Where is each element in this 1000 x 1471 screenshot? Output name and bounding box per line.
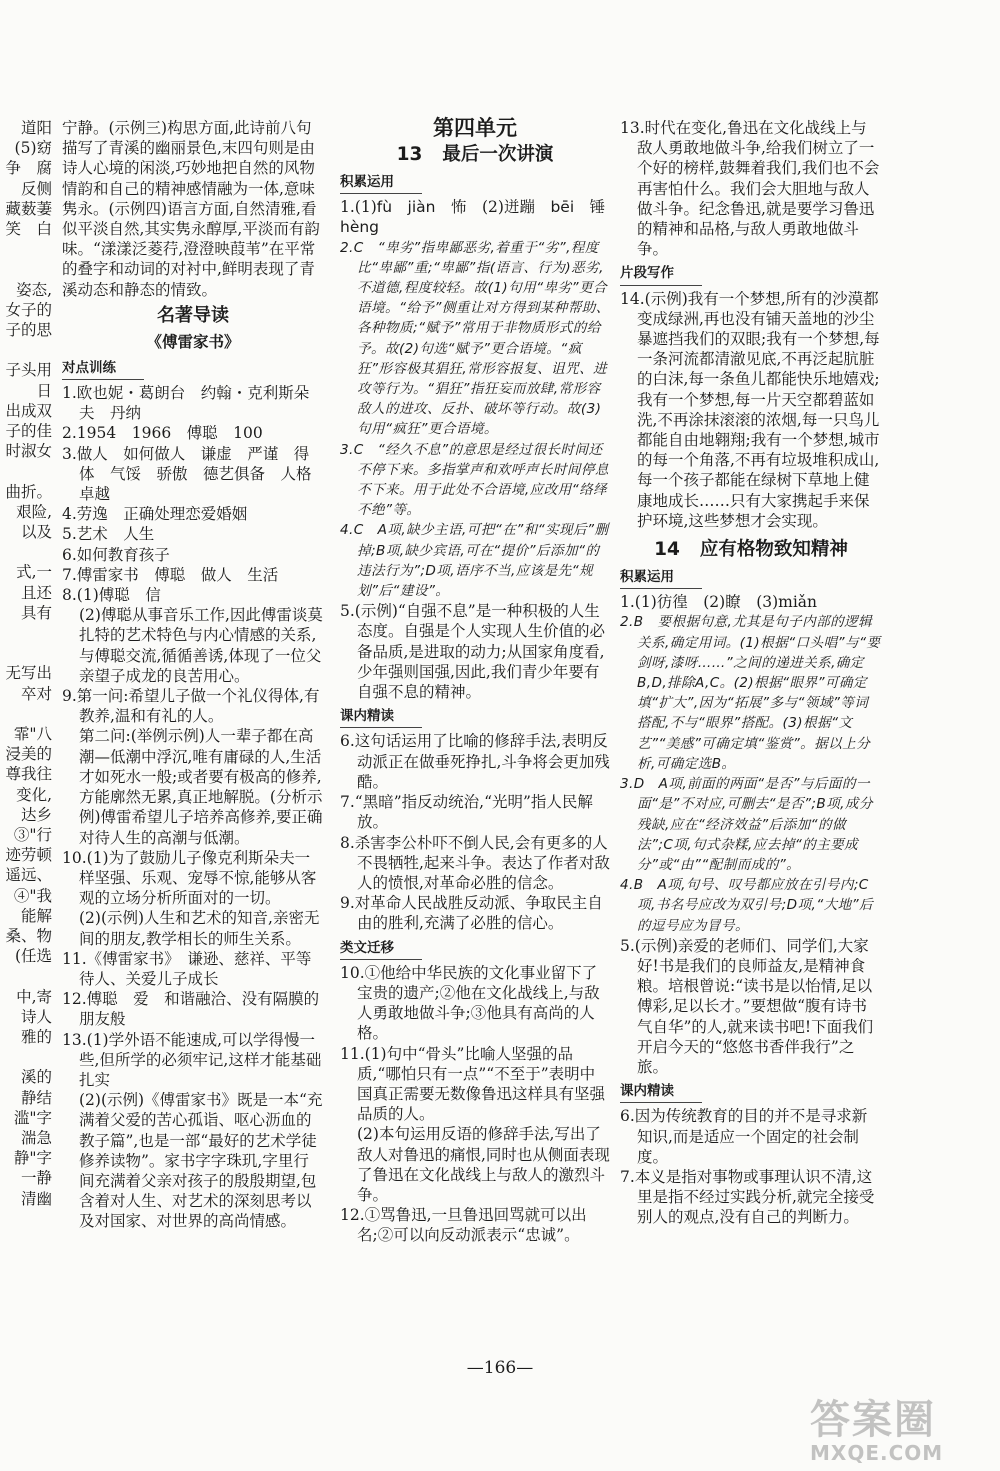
lesson-name: 最后一次讲演 [442, 144, 554, 165]
section-tag: 课内精读 [620, 1081, 702, 1103]
cut-text-fragment: 以及 [20, 523, 52, 541]
left-partial-column [0, 118, 52, 1209]
section-tag: 对点训练 [62, 358, 144, 380]
cut-text-fragment: 静"字 [13, 1149, 52, 1168]
cut-text-fragment: 达乡 [20, 805, 52, 824]
answer-item: 10.①他给中华民族的文化事业留下了宝贵的遗产;②他在文化战线上,与敌人勇敢地做斗争;③他具有高尚的人格。 [340, 963, 600, 1043]
answer-item: (2)傅聪从事音乐工作,因此傅雷谈莫扎特的艺术特色与内心情感的关系,与傅聪交流,循循善诱,体现了一位父亲望子成龙的良苦用心。 [79, 606, 323, 685]
answer-item: 6.因为传统教育的目的并不是寻求新知识,而是适应一个固定的社会制度。 [620, 1107, 868, 1166]
cut-text-fragment: 时淑女 [5, 442, 52, 461]
answer-item: 1.欧也妮・葛朗台 约翰・克利斯朵夫 丹纳 [62, 384, 310, 423]
answer-item: 4.C A项,缺少主语,可把“在”和“实现后”删掉;B项,缺少宾语,可在“提价”后添加“的违法行为”;D项,语序不当,应该是先“规划”后“建设”。 [340, 522, 609, 600]
answer-item: 11.(1)句中“骨头”比喻人坚强的品质,“哪怕只有一点”“不至于”表明中国真正需要无数像鲁迅这样具有坚强品质的人。 [340, 1044, 606, 1124]
cut-text-fragment: 能解 [20, 906, 52, 925]
cut-text-fragment [0, 461, 52, 481]
cut-text-fragment: 姿态, [16, 280, 52, 299]
pinyin-text: bēi 锤 [550, 198, 606, 217]
answer-item: (2)(示例)《傅雷家书》既是一本“充满着父爱的苦心孤诣、呕心沥血的教子篇”,也是一部“最好的艺术学徒修养读物”。家书字字珠玑,字里行间充满着父亲对孩子的殷殷期望,包含着对人生、对艺术的深刻思考以及对国家、对世界的高尚情感。 [79, 1091, 323, 1231]
answer-item: 5.(示例)“自强不息”是一种积极的人生态度。自强是个人实现人生价值的必备品质,是进取的动力;从国家角度看,少年强则国强,因此,我们青少年要有自强不息的精神。 [340, 602, 606, 702]
cut-text-fragment [0, 542, 52, 562]
watermark-logo [810, 1398, 990, 1468]
answer-text: 1.(1) [340, 198, 377, 217]
answer-text: 怖 (2)迸蹦 [450, 198, 535, 217]
answer-item: 4.B A项,句号、叹号都应放在引号内;C项,书名号应改为双引号;D项,“大地”后的逗号应为冒号。 [620, 877, 874, 934]
cut-text-fragment: 清幽 [20, 1189, 52, 1208]
answer-item: 3.D A项,前面的两面“是否”与后面的一面“是”不对应,可删去“是否”;B项,成分残缺,应在“经济效益”后添加“的做法”;C项,句式杂糅,应去掉“的主要成分”或“由”“配制而成的”。 [620, 776, 873, 873]
lesson-title [340, 142, 610, 168]
cut-text-fragment: 笑 白 [5, 220, 52, 239]
answer-item: 6.这句话运用了比喻的修辞手法,表明反动派正在做垂死挣扎,斗争将会更加残酷。 [340, 732, 610, 791]
pinyin-text: hèng [340, 218, 380, 237]
answer-item: 11.《傅雷家书》 谦逊、慈祥、平等待人、关爱儿子成长 [62, 949, 312, 988]
cut-text-fragment [0, 623, 52, 643]
cut-text-fragment: 式,一 [16, 563, 52, 582]
cut-text-fragment: (任选 [14, 947, 52, 966]
section-tag: 片段写作 [620, 263, 702, 285]
answer-item: 2.C “卑劣”指卑鄙恶劣,着重于“劣”,程度比“卑鄙”重;“卑鄙”指(语言、行为)恶劣,不道德,程度较轻。故(1)句用“卑劣”更合语境。“给予”侧重让对方得到某种帮助、各种物质;“赋予”常用于非物质形式的给予。故(2)句选“赋予”更合语境。“疯狂”形容极其猖狂,常形容报复、诅咒、进攻等行为。“猖狂”指狂妄而放肆,常形容敌人的进攻、反扑、破坏等行动。故(3)句用“疯狂”更合语境。 [340, 239, 610, 438]
watermark-text: 答案圈 [810, 1397, 936, 1443]
column-2 [340, 118, 610, 1246]
answer-item: 14.(示例)我有一个梦想,所有的沙漠都变成绿洲,再也没有铺天盖地的沙尘暴遮挡我们的双眼;我有一个梦想,每一条河流都清澈见底,不再泛起肮脏的白沫,每一条鱼儿都能快乐地嬉戏;我有一个梦想,每一片天空都碧蓝如洗,不再涂抹滚滚的浓烟,每一只鸟儿都能自由地翱翔;我有一个梦想,城市的每一个角落,不再有垃圾堆积成山,每一个孩子都能在绿树下草地上健康地成长……只有大家携起手来保护环境,这些梦想才会实现。 [620, 289, 880, 530]
section-tag: 课内精读 [340, 706, 422, 728]
answer-item: 12.①骂鲁迅,一旦鲁迅回骂就可以出名;②可以向反动派表示“忠诚”。 [340, 1206, 587, 1245]
cut-text-fragment: 迹劳顿 [5, 846, 52, 865]
answer-item: 9.第一问:希望儿子做一个礼仪得体,有教养,温和有礼的人。 [62, 687, 320, 726]
cut-text-fragment [0, 259, 52, 279]
answer-item: 10.(1)为了鼓励儿子像克利斯朵夫一样坚强、乐观、宠辱不惊,能够从客观的立场分析所面对的一切。 [62, 848, 317, 908]
cut-text-fragment [0, 239, 52, 259]
answer-item: (2)(示例)人生和艺术的知音,亲密无间的朋友,教学相长的师生关系。 [79, 909, 320, 948]
cut-text-fragment: 子头用 [5, 361, 52, 380]
cut-text-fragment: 雅的 [20, 1028, 52, 1046]
cut-text-fragment: 艰险, [16, 502, 52, 521]
cut-text-fragment [0, 966, 52, 986]
column-3 [620, 118, 882, 1228]
cut-text-fragment [0, 340, 52, 360]
cut-text-fragment: 溪的 [20, 1068, 52, 1087]
answer-item: 7.本义是指对事物或事理认识不清,这里是指不经过实践分析,就完全接受别人的观点,没有自己的判断力。 [620, 1167, 875, 1227]
answer-list [62, 383, 324, 1232]
cut-text-fragment: 滥"字 [13, 1108, 52, 1127]
cut-text-fragment: 遥远、 [5, 866, 52, 885]
cut-text-fragment: 子的思 [5, 321, 52, 339]
cut-text-fragment: 尊我往 [5, 765, 52, 784]
cut-text-fragment: 反侧 [20, 179, 52, 198]
answer-item: 5.艺术 人生 [62, 525, 155, 544]
lesson-number: 13 [396, 144, 423, 165]
answer-item: 2.B 要根据句意,尤其是句子内部的逻辑关系,确定用词。(1)根据“口头唱”与“要剑呀,漆呀……”之间的递进关系,确定B,D,排除A,C。(2)根据“眼界”可确定填“扩大”,因为“拓展”多与“领域”等词搭配,不与“眼界”搭配。(3)根据“文艺”“美感”可确定填“鉴赏”。据以上分析,可确定选B。 [620, 614, 881, 772]
section-tag: 积累运用 [620, 567, 702, 589]
lesson-title [620, 537, 882, 563]
watermark-url: MXQE.COM [810, 1441, 944, 1465]
cut-text-fragment: 子的佳 [5, 422, 52, 440]
pinyin-text: fù jiàn [376, 198, 436, 217]
cut-text-fragment: 一静 [20, 1169, 52, 1188]
answer-item: 8.(1)傅聪 信 [62, 586, 161, 605]
cut-text-fragment: 诗人 [20, 1007, 52, 1026]
lesson-name: 应有格物致知精神 [699, 539, 848, 561]
unit-title: 第四单元 [433, 116, 517, 140]
cut-text-fragment: (5)窈 [14, 139, 52, 158]
cut-text-fragment: 霏"八 [13, 724, 52, 743]
answer-item: 13.(1)学外语不能速成,可以学得慢一些,但所学的必须牢记,这样才能基础扎实 [62, 1030, 322, 1089]
answer-item: 12.傅聪 爱 和谐融洽、没有隔膜的朋友般 [62, 990, 320, 1029]
cut-text-fragment: 中,寄 [16, 987, 52, 1006]
cut-text-fragment: 曲折。 [5, 482, 52, 501]
cut-text-fragment [0, 643, 52, 663]
answer-item: 3.做人 如何做人 谦虚 严谨 得体 气馁 骄傲 德艺俱备 人格卓越 [62, 444, 312, 504]
answer-item: 7.“黑暗”指反动统治,“光明”指人民解放。 [340, 793, 593, 832]
answer-item: 2.1954 1966 傅聪 100 [62, 424, 263, 443]
answer-item: 第二问:(举例示例)人一辈子都在高潮—低潮中浮沉,唯有庸碌的人,生活才如死水一般;或者要有极高的修养,方能廓然无累,真正地解脱。(分析示例)傅雷希望儿子培养高修养,要正确对待人生的高潮与低潮。 [79, 727, 323, 847]
cut-text-fragment: 出成双 [5, 401, 52, 420]
answer-item: 4.劳逸 正确处理恋爱婚姻 [62, 505, 248, 524]
cut-text-fragment: 桑、物 [5, 927, 52, 945]
book-title: 《傅雷家书》 [146, 331, 240, 351]
answer-item: 9.对革命人民战胜反动派、争取民主自由的胜利,充满了必胜的信心。 [340, 894, 603, 933]
cut-text-fragment: 变化, [16, 785, 52, 804]
column-1 [62, 118, 324, 1232]
cut-text-fragment: 湍急 [20, 1129, 52, 1147]
cut-text-fragment: 争 腐 [5, 159, 52, 178]
cut-text-fragment: 且还 [20, 583, 52, 602]
cut-text-fragment: 无写出 [5, 664, 52, 683]
intro-paragraph: 宁静。(示例三)构思方面,此诗前八句描写了青溪的幽丽景色,末四句则是由诗人心境的闲淡,巧妙地把自然的风物情韵和自己的精神感情融为一体,意味隽永。(示例四)语言方面,自然清雅,看似平淡自然,其实隽永醇厚,平淡而有韵味。“漾漾泛菱荇,澄澄映葭苇”在平常的叠字和动词的对衬中,鲜明表现了青溪动态和静态的情致。 [62, 119, 320, 299]
page-number: —166— [466, 1358, 534, 1378]
answer-item: 6.如何教育孩子 [62, 545, 170, 564]
cut-text-fragment: 女子的 [5, 300, 52, 319]
cut-text-fragment [0, 704, 52, 724]
cut-text-fragment: 卒对 [20, 684, 52, 703]
answer-item: 7.傅雷家书 傅聪 做人 生活 [62, 565, 279, 584]
cut-text-fragment: 藏薮萋 [5, 199, 52, 218]
answer-item: 13.时代在变化,鲁迅在文化战线上与敌人勇敢地做斗争,给我们树立了一个好的榜样,鼓舞着我们,我们也不会再害怕什么。我们会大胆地与敌人做斗争。纪念鲁迅,就是要学习鲁迅的精神和品格,与敌人勇敢地做斗争。 [620, 119, 880, 259]
section-title: 名著导读 [157, 304, 229, 326]
section-tag: 积累运用 [340, 172, 422, 194]
answer-item: 8.杀害李公朴吓不倒人民,会有更多的人不畏牺牲,起来斗争。表达了作者对敌人的愤恨,对革命必胜的信念。 [340, 833, 610, 892]
cut-text-fragment: 浸美的 [5, 745, 52, 764]
answer-item: 1.(1)彷徨 (2)瞭 (3)miǎn [620, 593, 818, 612]
answer-item: 3.C “经久不息”的意思是经过很长时间还不停下来。多指掌声和欢呼声长时间停息不下来。用于此处不合语境,应改用“络绎不绝”等。 [340, 441, 609, 519]
lesson-number: 14 [654, 539, 680, 561]
cut-text-fragment: ④"我 [13, 886, 52, 905]
answer-item: (2)本句运用反语的修辞手法,写出了敌人对鲁迅的痛恨,同时也从侧面表现了鲁迅在文化战线上与敌人的激烈斗争。 [357, 1125, 610, 1204]
cut-text-fragment: 具有 [20, 603, 52, 622]
answer-item [340, 197, 610, 217]
answer-item: 5.(示例)亲爱的老师们、同学们,大家好!书是我们的良师益友,是精神食粮。培根曾说:“读书是以怡情,足以傅彩,足以长才。”要想做“腹有诗书气自华”的人,就来读书吧!下面我们开启今天的“悠悠书香伴我行”之旅。 [620, 936, 874, 1076]
section-tag: 类文迁移 [340, 938, 422, 960]
cut-text-fragment: ③"行 [13, 825, 52, 844]
cut-text-fragment: 道阳 [20, 119, 52, 137]
cut-text-fragment: 日 [36, 381, 52, 400]
cut-text-fragment [0, 1047, 52, 1067]
cut-text-fragment: 静结 [20, 1088, 52, 1107]
